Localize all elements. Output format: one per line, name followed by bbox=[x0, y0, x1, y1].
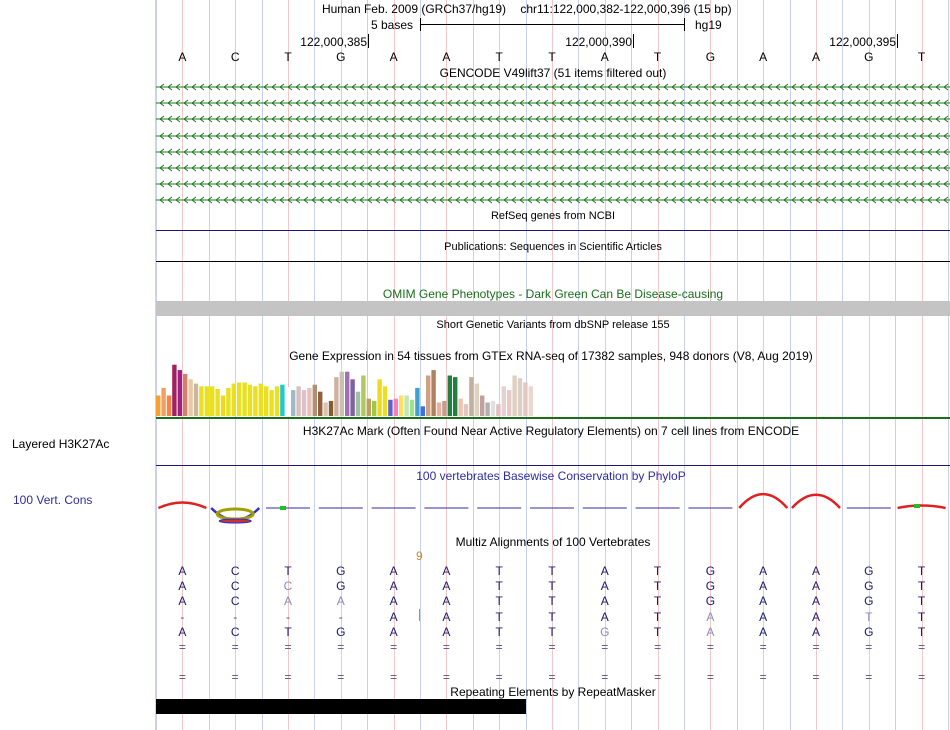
h3k27ac-baseline bbox=[156, 465, 950, 466]
alignment-base: G bbox=[600, 624, 610, 639]
gtex-track-title: Gene Expression in 54 tissues from GTEx RNA-seq of 17382 samples, 948 donors (V8, Aug 2019) bbox=[289, 349, 813, 363]
alignment-base: T bbox=[653, 624, 662, 639]
gtex-bar[interactable] bbox=[323, 403, 327, 417]
alignment-base: A bbox=[442, 579, 451, 594]
alignment-base: C bbox=[230, 564, 240, 578]
gtex-bar[interactable] bbox=[340, 372, 344, 416]
phylop-peak bbox=[739, 494, 787, 508]
base-letter: A bbox=[759, 50, 768, 64]
tick-mark-1 bbox=[368, 34, 369, 48]
alignment-base: C bbox=[230, 594, 240, 609]
phylop-peak bbox=[792, 495, 840, 508]
phylop-track-title: 100 vertebrates Basewise Conservation by PhyloP bbox=[416, 469, 686, 483]
column-separator bbox=[155, 0, 156, 730]
gtex-bar[interactable] bbox=[361, 376, 365, 417]
gtex-bar[interactable] bbox=[329, 401, 333, 416]
tick-mark-3 bbox=[897, 34, 898, 48]
alignment-base: G bbox=[705, 564, 716, 578]
insertion-marker bbox=[419, 609, 420, 621]
alignment-base: A bbox=[811, 594, 821, 609]
phylop-marker bbox=[914, 504, 920, 508]
gtex-bar[interactable] bbox=[421, 406, 425, 416]
alignment-base: A bbox=[706, 609, 715, 624]
alignment-base: = bbox=[706, 640, 714, 654]
gtex-bar[interactable] bbox=[237, 383, 241, 417]
tick-label-1: 122,000,385 bbox=[300, 35, 367, 49]
alignment-base: = bbox=[337, 670, 345, 685]
alignment-base: G bbox=[336, 624, 346, 639]
alignment-base: G bbox=[336, 564, 346, 578]
base-letter: A bbox=[811, 50, 821, 64]
gtex-bar[interactable] bbox=[221, 396, 225, 417]
alignment-base: = bbox=[390, 670, 398, 685]
base-letter: G bbox=[705, 50, 716, 64]
gtex-bar[interactable] bbox=[523, 383, 527, 417]
alignment-base: T bbox=[495, 579, 503, 594]
alignment-base: = bbox=[706, 670, 714, 685]
gtex-bar[interactable] bbox=[399, 396, 403, 417]
alignment-base: A bbox=[178, 594, 187, 609]
alignment-base: T bbox=[653, 579, 662, 594]
gtex-bar[interactable] bbox=[259, 384, 263, 416]
alignment-base: T bbox=[284, 564, 292, 578]
alignment-base: G bbox=[864, 564, 874, 578]
alignment-base: A bbox=[283, 594, 293, 609]
alignment-base: T bbox=[917, 579, 926, 594]
alignment-base: T bbox=[865, 609, 873, 624]
alignment-base: T bbox=[495, 564, 503, 578]
gtex-bar[interactable] bbox=[512, 376, 516, 417]
gtex-bar[interactable] bbox=[529, 386, 533, 416]
gtex-bar[interactable] bbox=[345, 372, 349, 416]
base-letter: A bbox=[600, 50, 609, 64]
gtex-bar[interactable] bbox=[464, 404, 468, 416]
alignment-base: G bbox=[864, 624, 874, 639]
gtex-bar[interactable] bbox=[404, 396, 408, 417]
alignment-base: T bbox=[548, 609, 556, 624]
gtex-bar[interactable] bbox=[156, 396, 160, 417]
alignment-base: T bbox=[653, 564, 662, 578]
alignment-base: = bbox=[231, 640, 239, 654]
gencode-transcript[interactable] bbox=[156, 130, 950, 142]
alignment-base: = bbox=[178, 670, 186, 685]
gtex-bar[interactable] bbox=[226, 388, 230, 416]
gencode-transcript[interactable] bbox=[156, 113, 950, 125]
alignment-base: A bbox=[600, 609, 609, 624]
base-letter: G bbox=[336, 50, 346, 64]
gtex-bar[interactable] bbox=[496, 404, 500, 416]
alignment-base: A bbox=[759, 564, 768, 578]
publications-track-title: Publications: Sequences in Scientific Articles bbox=[444, 241, 662, 253]
omim-feature-bar[interactable] bbox=[156, 301, 950, 316]
phylop-logo-glyph bbox=[217, 509, 253, 519]
phylop-peak bbox=[898, 506, 946, 508]
alignment-base: A bbox=[389, 609, 398, 624]
alignment-base: A bbox=[178, 624, 187, 639]
alignment-base: = bbox=[601, 670, 609, 685]
multiz-track-title: Multiz Alignments of 100 Vertebrates bbox=[455, 535, 651, 549]
gtex-bar[interactable] bbox=[367, 399, 371, 416]
alignment-base: = bbox=[548, 640, 556, 654]
gtex-bar[interactable] bbox=[161, 388, 165, 416]
gtex-bar[interactable] bbox=[253, 386, 257, 416]
alignment-base: = bbox=[548, 670, 556, 685]
alignment-base: T bbox=[495, 594, 503, 609]
gencode-track-title: GENCODE V49lift37 (51 items filtered out) bbox=[439, 66, 667, 80]
gtex-bar[interactable] bbox=[410, 400, 414, 416]
gencode-transcript[interactable] bbox=[156, 81, 950, 93]
gtex-bar[interactable] bbox=[199, 386, 203, 416]
gtex-bar[interactable] bbox=[318, 392, 322, 416]
gtex-bar[interactable] bbox=[448, 376, 452, 417]
gtex-bar[interactable] bbox=[313, 385, 317, 416]
gtex-bar[interactable] bbox=[296, 386, 300, 416]
gtex-bar[interactable] bbox=[280, 385, 284, 416]
gtex-bar[interactable] bbox=[480, 396, 484, 417]
gtex-bar[interactable] bbox=[502, 386, 506, 416]
alignment-base: - bbox=[286, 609, 290, 624]
alignment-base: G bbox=[336, 579, 346, 594]
alignment-base: = bbox=[337, 640, 345, 654]
alignment-base: = bbox=[390, 640, 398, 654]
phylop-plot[interactable] bbox=[156, 478, 950, 538]
alignment-base: A bbox=[178, 564, 187, 578]
gencode-transcript[interactable] bbox=[156, 178, 950, 190]
base-letter: T bbox=[495, 50, 503, 64]
tick-label-3: 122,000,395 bbox=[829, 35, 896, 49]
alignment-base: = bbox=[442, 670, 450, 685]
window-position-text[interactable]: chr11:122,000,382-122,000,396 (15 bp) bbox=[520, 2, 732, 16]
alignment-base: G bbox=[864, 594, 874, 609]
tick-label-2: 122,000,390 bbox=[565, 35, 632, 49]
h3k27ac-track-title: H3K27Ac Mark (Often Found Near Active Regulatory Elements) on 7 cell lines from ENCODE bbox=[302, 424, 800, 438]
gtex-bar[interactable] bbox=[383, 386, 387, 416]
alignment-base: = bbox=[442, 640, 450, 654]
alignment-base: = bbox=[654, 640, 662, 654]
alignment-base: = bbox=[865, 640, 873, 654]
alignment-base: A bbox=[389, 579, 398, 594]
gtex-bar[interactable] bbox=[172, 365, 176, 416]
phylop-track-label[interactable]: 100 Vert. Cons bbox=[13, 493, 93, 507]
rmsk-track-title: Repeating Elements by RepeatMasker bbox=[450, 685, 656, 699]
gtex-bar[interactable] bbox=[431, 370, 435, 416]
base-letter: A bbox=[178, 50, 187, 64]
base-letter: G bbox=[864, 50, 874, 64]
phylop-logo-glyph bbox=[219, 519, 251, 523]
alignment-base: A bbox=[811, 579, 821, 594]
alignment-base: A bbox=[389, 564, 398, 578]
alignment-base: T bbox=[917, 594, 926, 609]
alignment-base: A bbox=[442, 594, 451, 609]
base-letter: A bbox=[389, 50, 398, 64]
alignment-base: A bbox=[759, 594, 768, 609]
gtex-bar[interactable] bbox=[307, 388, 311, 416]
gtex-bar[interactable] bbox=[302, 390, 306, 416]
gap-count: 9 bbox=[416, 549, 423, 563]
alignment-base: = bbox=[495, 640, 503, 654]
gtex-bar[interactable] bbox=[356, 392, 360, 416]
gtex-bar[interactable] bbox=[507, 390, 511, 416]
alignment-base: = bbox=[759, 640, 767, 654]
alignment-base: C bbox=[230, 579, 240, 594]
scale-bar-right-tick bbox=[684, 18, 685, 31]
omim-track-title: OMIM Gene Phenotypes - Dark Green Can Be Disease-causing bbox=[382, 287, 724, 301]
alignment-base: T bbox=[284, 624, 292, 639]
alignment-base: A bbox=[600, 594, 609, 609]
alignment-base: = bbox=[284, 640, 292, 654]
alignment-base: = bbox=[918, 640, 926, 654]
gtex-bar[interactable] bbox=[194, 384, 198, 416]
gtex-bar[interactable] bbox=[205, 386, 209, 416]
alignment-base: A bbox=[811, 564, 821, 578]
alignment-base: - bbox=[233, 609, 238, 624]
alignment-base: = bbox=[284, 670, 292, 685]
alignment-base: = bbox=[759, 670, 767, 685]
alignment-base: T bbox=[917, 624, 926, 639]
refseq-line[interactable] bbox=[156, 230, 950, 231]
base-letter: C bbox=[230, 50, 240, 64]
gtex-bar[interactable] bbox=[183, 374, 187, 416]
alignment-base: A bbox=[811, 624, 821, 639]
gtex-bar[interactable] bbox=[210, 386, 214, 416]
gtex-bar[interactable] bbox=[491, 401, 495, 416]
alignment-base: T bbox=[653, 594, 662, 609]
gtex-bar[interactable] bbox=[178, 370, 182, 416]
alignment-base: T bbox=[548, 624, 556, 639]
alignment-base: A bbox=[811, 609, 821, 624]
alignment-base: A bbox=[178, 579, 187, 594]
gtex-bar[interactable] bbox=[372, 401, 376, 416]
refseq-track-title: RefSeq genes from NCBI bbox=[490, 210, 616, 222]
gtex-bar[interactable] bbox=[167, 396, 171, 417]
track-data-area[interactable] bbox=[156, 0, 950, 730]
alignment-base: T bbox=[653, 609, 662, 624]
alignment-base: = bbox=[601, 640, 609, 654]
scale-bar bbox=[420, 24, 684, 25]
alignment-base: G bbox=[705, 594, 716, 609]
gencode-transcript[interactable] bbox=[156, 97, 950, 109]
db-name: hg19 bbox=[695, 18, 722, 32]
gtex-bar[interactable] bbox=[188, 379, 192, 416]
gtex-bar[interactable] bbox=[485, 403, 489, 417]
phylop-peak bbox=[158, 502, 206, 508]
gtex-bar[interactable] bbox=[275, 386, 279, 416]
gtex-bar[interactable] bbox=[248, 385, 252, 416]
alignment-base: = bbox=[654, 670, 662, 685]
gtex-bar[interactable] bbox=[458, 399, 462, 416]
base-letter: T bbox=[917, 50, 926, 64]
publications-line[interactable] bbox=[156, 261, 950, 262]
alignment-base: A bbox=[706, 624, 715, 639]
alignment-base: A bbox=[389, 594, 398, 609]
alignment-base: G bbox=[864, 579, 874, 594]
gencode-transcript[interactable] bbox=[156, 162, 950, 174]
alignment-base: T bbox=[548, 564, 556, 578]
gtex-bar[interactable] bbox=[291, 390, 295, 416]
rmsk-feature-bar[interactable] bbox=[156, 699, 526, 714]
h3k27ac-track-label[interactable]: Layered H3K27Ac bbox=[12, 437, 110, 451]
gtex-bar[interactable] bbox=[469, 377, 473, 416]
assembly-name: Human Feb. 2009 (GRCh37/hg19) bbox=[321, 2, 507, 16]
alignment-base: A bbox=[759, 624, 768, 639]
gtex-bar[interactable] bbox=[442, 401, 446, 416]
gtex-bar[interactable] bbox=[437, 403, 441, 417]
gtex-bar[interactable] bbox=[232, 384, 236, 416]
alignment-base: T bbox=[495, 624, 503, 639]
gtex-bar[interactable] bbox=[286, 388, 290, 416]
gencode-transcript[interactable] bbox=[156, 146, 950, 158]
gtex-bar[interactable] bbox=[415, 388, 419, 416]
alignment-base: T bbox=[548, 594, 556, 609]
gtex-bar[interactable] bbox=[264, 386, 268, 416]
alignment-base: - bbox=[338, 609, 343, 624]
base-letter: T bbox=[548, 50, 556, 64]
track-label-column bbox=[0, 0, 156, 730]
alignment-base: A bbox=[759, 579, 768, 594]
dbsnp-track-title: Short Genetic Variants from dbSNP release 155 bbox=[436, 319, 670, 331]
alignment-base: T bbox=[548, 579, 556, 594]
alignment-base: T bbox=[917, 609, 926, 624]
alignment-base: = bbox=[865, 670, 873, 685]
alignment-base: = bbox=[178, 640, 186, 654]
alignment-base: A bbox=[759, 609, 768, 624]
alignment-base: A bbox=[600, 579, 609, 594]
gtex-bar-chart[interactable] bbox=[156, 360, 950, 420]
gtex-bar[interactable] bbox=[377, 379, 381, 416]
gtex-bar[interactable] bbox=[394, 399, 398, 416]
alignment-base: A bbox=[442, 564, 451, 578]
gtex-bar[interactable] bbox=[215, 389, 219, 416]
alignment-base: = bbox=[918, 670, 926, 685]
alignment-base: T bbox=[495, 609, 503, 624]
gtex-bar[interactable] bbox=[453, 377, 457, 416]
alignment-base: A bbox=[336, 594, 345, 609]
gtex-bar[interactable] bbox=[475, 384, 479, 416]
base-letter: T bbox=[653, 50, 662, 64]
tick-mark-2 bbox=[633, 34, 634, 48]
alignment-base: A bbox=[600, 564, 609, 578]
alignment-base: = bbox=[231, 670, 239, 685]
alignment-base: A bbox=[442, 624, 451, 639]
alignment-base: = bbox=[812, 670, 820, 685]
alignment-base: G bbox=[705, 579, 716, 594]
gtex-bar[interactable] bbox=[242, 383, 246, 417]
gtex-bar[interactable] bbox=[388, 400, 392, 416]
alignment-base: = bbox=[812, 640, 820, 654]
alignment-base: T bbox=[917, 564, 926, 578]
alignment-base: A bbox=[389, 624, 398, 639]
gtex-bar[interactable] bbox=[350, 379, 354, 416]
gtex-bar[interactable] bbox=[334, 377, 338, 416]
gtex-bar[interactable] bbox=[269, 390, 273, 416]
scale-text: 5 bases bbox=[371, 18, 414, 32]
alignment-base: A bbox=[442, 609, 451, 624]
base-letter: T bbox=[284, 50, 292, 64]
alignment-base: C bbox=[283, 579, 293, 594]
gtex-baseline bbox=[156, 417, 950, 419]
base-letter: A bbox=[442, 50, 451, 64]
gencode-transcript[interactable] bbox=[156, 194, 950, 206]
alignment-base: C bbox=[230, 624, 240, 639]
scale-bar-left-tick bbox=[420, 18, 421, 31]
alignment-base: = bbox=[495, 670, 503, 685]
gtex-bar[interactable] bbox=[426, 376, 430, 417]
gtex-bar[interactable] bbox=[518, 378, 522, 416]
phylop-marker bbox=[280, 506, 286, 510]
alignment-base: - bbox=[180, 609, 185, 624]
